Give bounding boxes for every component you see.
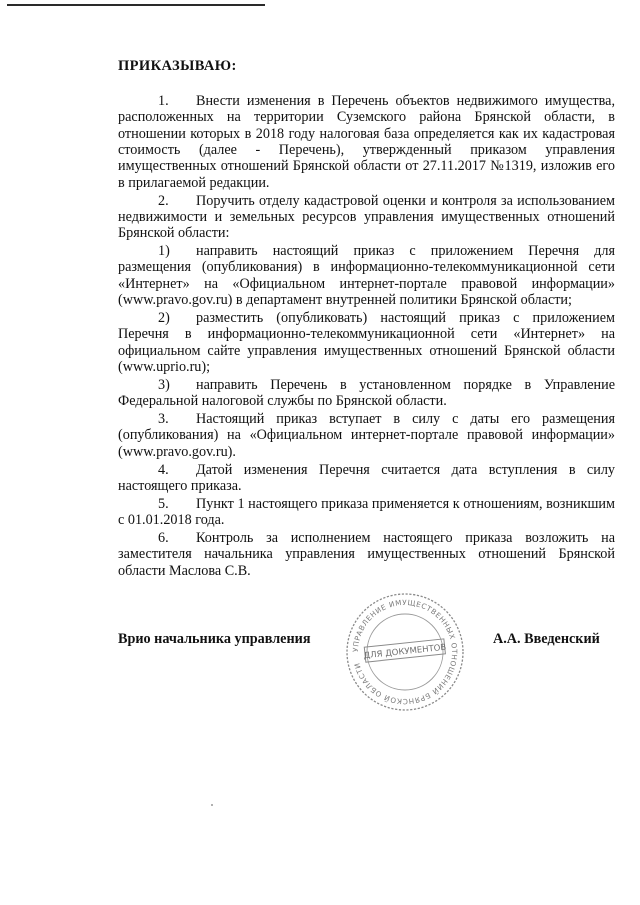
paragraph-3 [118,411,615,460]
official-stamp [343,590,467,714]
paragraph-number: 6. [158,529,169,546]
paragraph-text: направить Перечень в установленном порядке в Управление Федеральной налоговой службы по Брянской области. [118,376,615,410]
paragraph-1 [118,93,615,191]
subparagraph-3 [118,377,615,410]
stamp-center-text: ДЛЯ ДОКУМЕНТОВ [363,642,447,662]
paragraph-number: 3) [158,376,170,393]
paragraph-text: Поручить отделу кадастровой оценки и контроля за использованием недвижимости и земельных ресурсов управления имущественных отношений Брянской области: [118,192,615,242]
paragraph-2 [118,193,615,242]
paragraph-text: направить настоящий приказ с приложением Перечня для размещения (опубликования) в информационно-телекоммуникационной сети «Интернет» на «Официальном интернет-портале правовой информации» (www.pravo.gov.ru) в департамент внутренней политики Брянской области; [118,243,615,309]
paragraph-number: 2) [158,309,170,326]
paragraph-number: 4. [158,461,169,478]
signatory-title: Врио начальника управления [118,631,311,647]
paragraph-number: 1) [158,243,170,260]
paragraph-text: Датой изменения Перечня считается дата вступления в силу настоящего приказа. [118,461,615,494]
paragraph-text: Пункт 1 настоящего приказа применяется к отношениям, возникшим с 01.01.2018 года. [118,495,615,529]
paragraph-text: Внести изменения в Перечень объектов недвижимого имущества, расположенных на территории Суземского района Брянской области, в отношении которых в 2018 году налоговая база определяется как их кадастровая стоимость (далее - Перечень), утвержденный приказом управления имущественных отношений Брянской области от 27.11.2017 №1319, изложив его в прилагаемой редакции. [118,93,615,191]
top-rule [7,4,265,6]
paragraph-text: Контроль за исполнением настоящего приказа возложить на заместителя начальника управления имущественных отношений Брянской области Маслова С.В. [118,529,615,579]
stamp-ring-text: УПРАВЛЕНИЕ ИМУЩЕСТВЕННЫХ ОТНОШЕНИЙ БРЯНСКОЙ ОБЛАСТИ [350,597,460,707]
order-heading: ПРИКАЗЫВАЮ: [118,58,237,74]
paragraph-number: 3. [158,411,169,428]
paragraph-number: 5. [158,495,169,512]
signatory-name: А.А. Введенский [493,631,600,647]
subparagraph-2 [118,310,615,375]
paragraph-5 [118,496,615,529]
paragraph-number: 1. [158,93,169,109]
paragraph-4 [118,462,615,495]
order-body [118,93,615,580]
paragraph-number: 2. [158,192,169,209]
scan-speck [211,804,213,806]
paragraph-6 [118,530,615,579]
subparagraph-1 [118,243,615,308]
paragraph-text: разместить (опубликовать) настоящий приказ с приложением Перечня в информационно-телекоммуникационной сети «Интернет» на официальном сайте управления имущественных отношений Брянской области (www.uprio.ru); [118,309,615,375]
paragraph-text: Настоящий приказ вступает в силу с даты его размещения (опубликования) на «Официальном интернет-портале правовой информации» (www.pravo.gov.ru). [118,411,615,460]
